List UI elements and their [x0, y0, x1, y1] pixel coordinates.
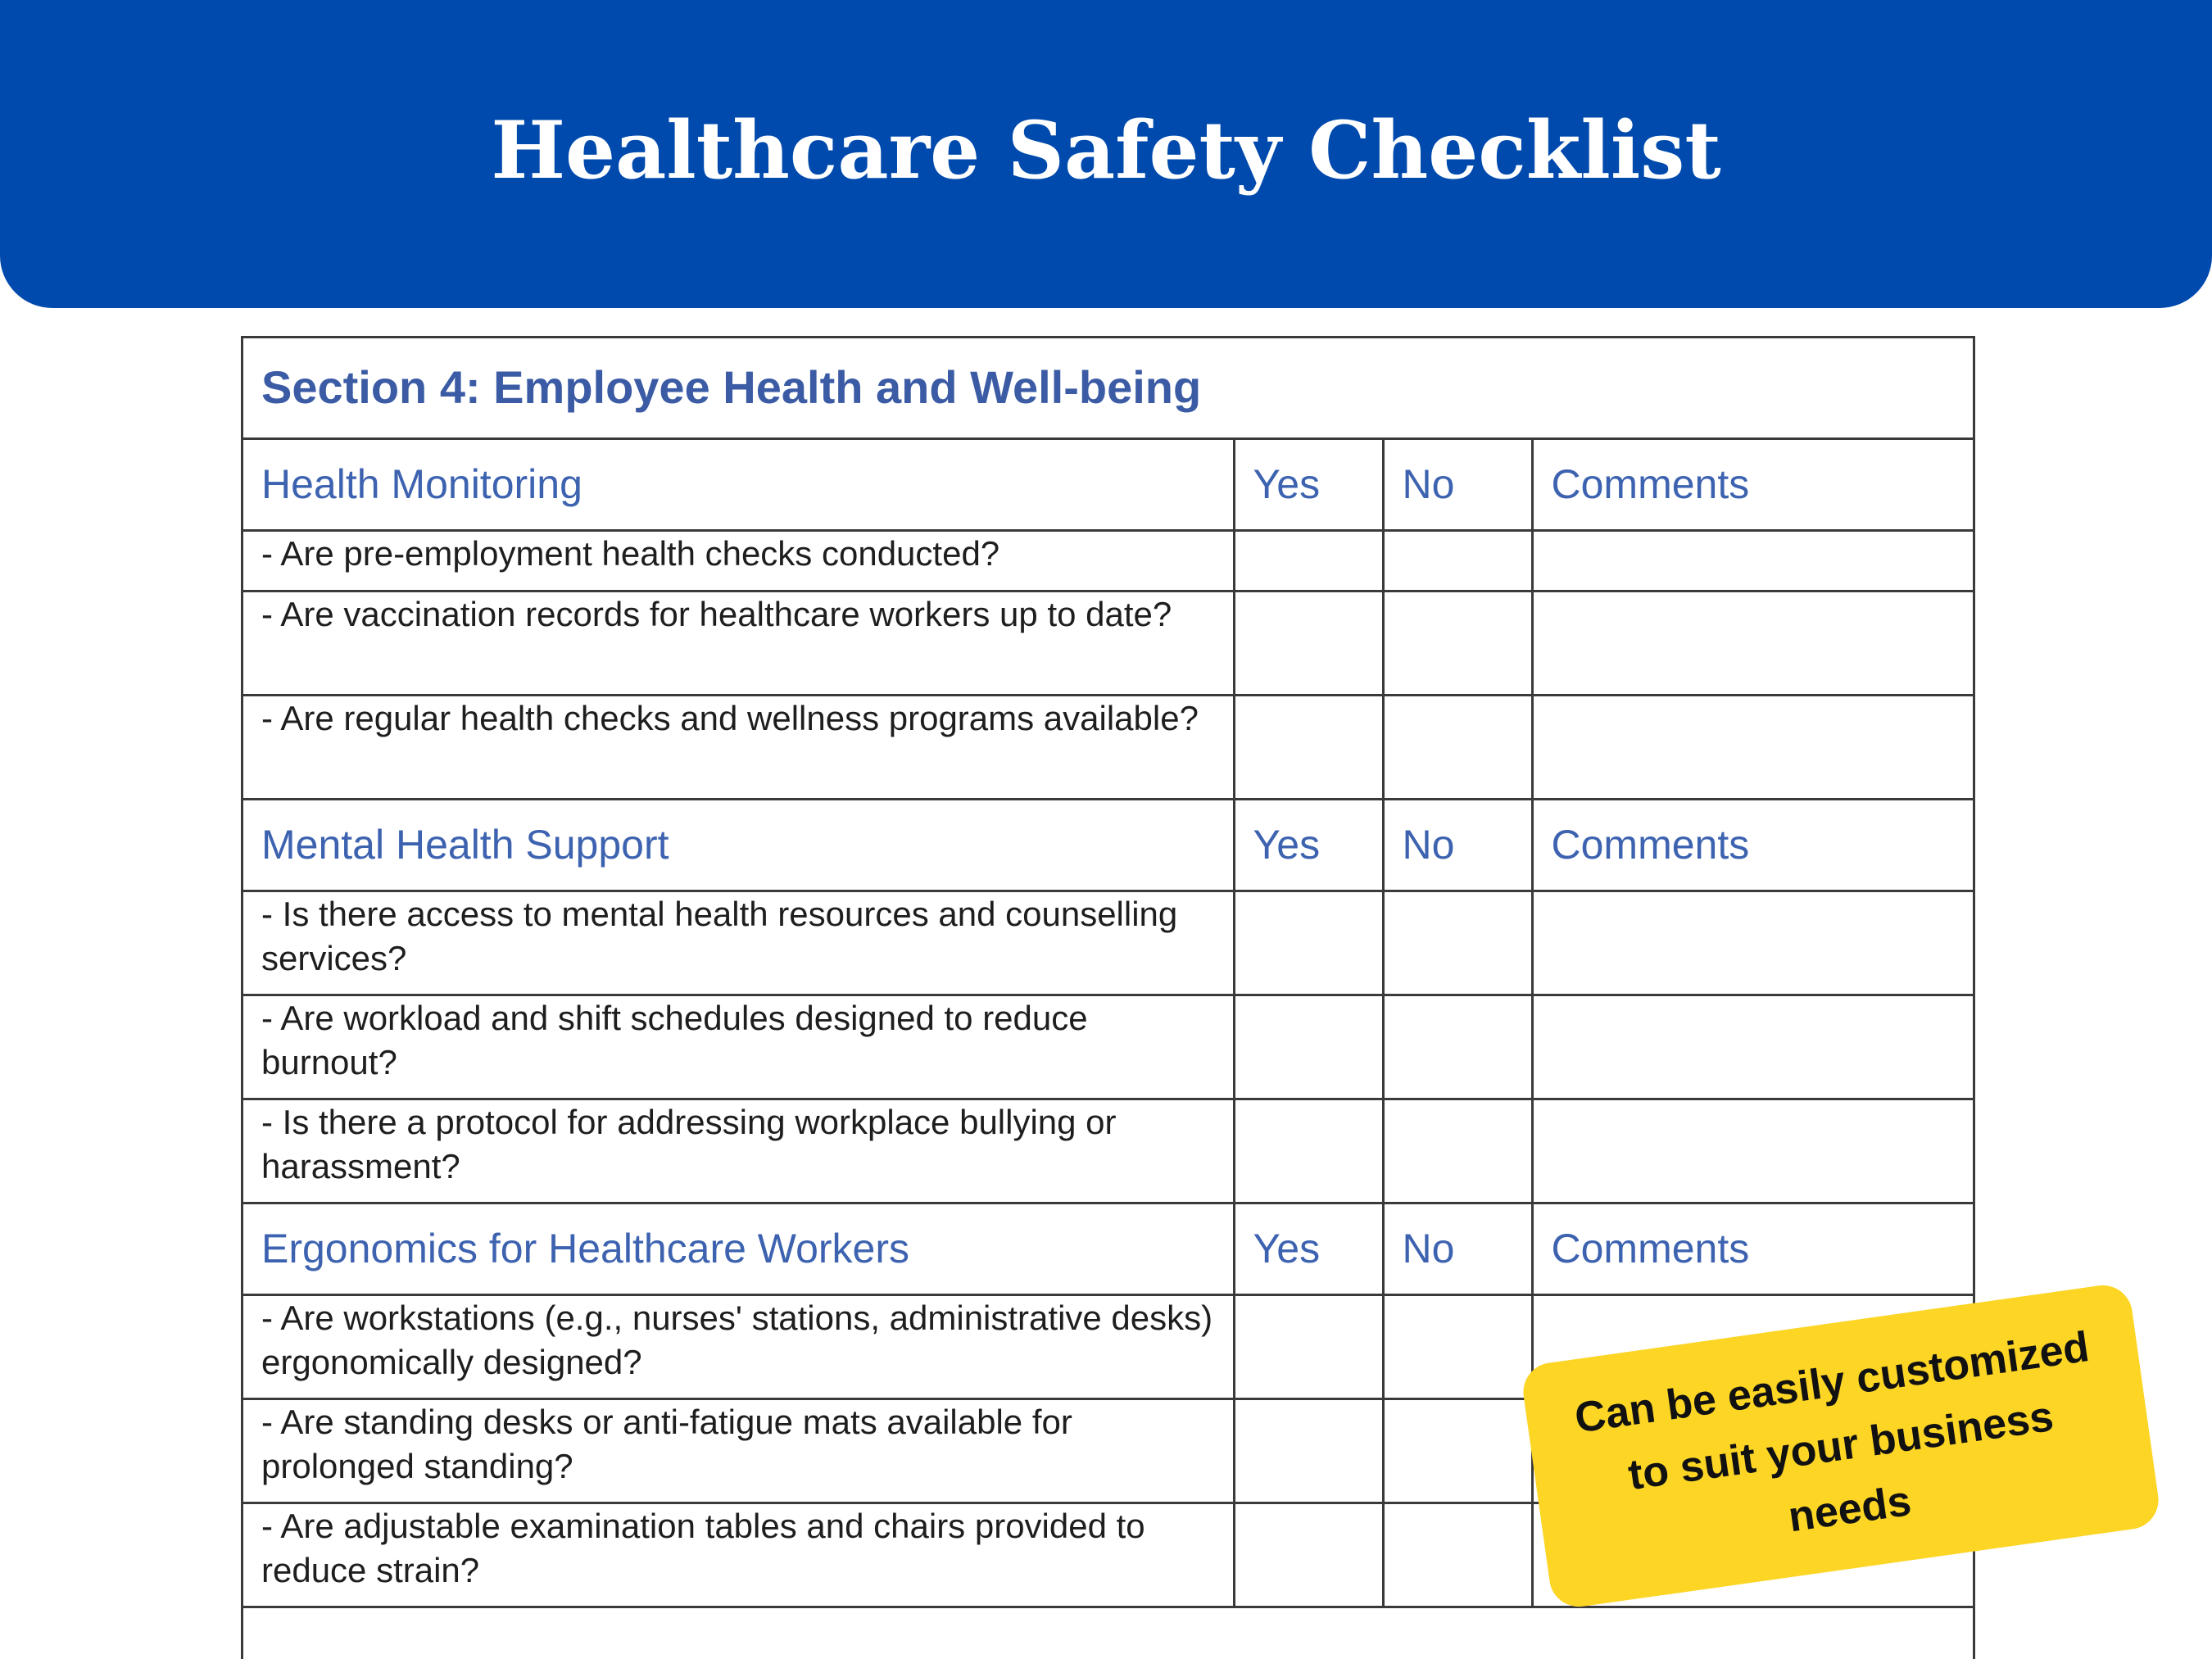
- no-cell[interactable]: [1383, 1398, 1532, 1503]
- question-text: - Are pre-employment health checks conducted?: [243, 530, 1234, 591]
- yes-cell[interactable]: [1234, 591, 1383, 695]
- group-header-row: [243, 1203, 1973, 1294]
- no-cell[interactable]: [1383, 1503, 1532, 1607]
- title-banner: [0, 0, 2212, 308]
- question-row: [243, 695, 1973, 799]
- question-text: - Are vaccination records for healthcare workers up to date?: [243, 591, 1234, 695]
- yes-column-header: Yes: [1234, 799, 1383, 891]
- section-header-cell: [243, 338, 1973, 438]
- yes-cell[interactable]: [1234, 1099, 1383, 1203]
- no-cell[interactable]: [1383, 995, 1532, 1099]
- no-cell[interactable]: [1383, 891, 1532, 995]
- yes-cell[interactable]: [1234, 530, 1383, 591]
- yes-column-header: Yes: [1234, 438, 1383, 530]
- comments-cell[interactable]: [1532, 591, 1973, 695]
- yes-cell[interactable]: [1234, 695, 1383, 799]
- question-text: - Are standing desks or anti-fatigue mats available for prolonged standing?: [243, 1398, 1234, 1503]
- no-cell[interactable]: [1383, 695, 1532, 799]
- group-heading: Mental Health Support: [243, 799, 1234, 891]
- comments-cell[interactable]: [1532, 1099, 1973, 1203]
- yes-cell[interactable]: [1234, 1294, 1383, 1398]
- question-text: - Is there a protocol for addressing workplace bullying or harassment?: [243, 1099, 1234, 1203]
- no-column-header: No: [1383, 438, 1532, 530]
- yes-cell[interactable]: [1234, 891, 1383, 995]
- page-title: Healthcare Safety Checklist: [491, 103, 1721, 197]
- group-heading: Ergonomics for Healthcare Workers: [243, 1203, 1234, 1294]
- yes-column-header: Yes: [1234, 1203, 1383, 1294]
- yes-cell[interactable]: [1234, 995, 1383, 1099]
- comments-column-header: Comments: [1532, 799, 1973, 891]
- question-text: - Are workstations (e.g., nurses' stations, administrative desks) ergonomically designed?: [243, 1294, 1234, 1398]
- sticker-text: Can be easily customized to suit your business needs: [1571, 1323, 2092, 1542]
- question-text: - Are regular health checks and wellness programs available?: [243, 695, 1234, 799]
- comments-column-header: Comments: [1532, 1203, 1973, 1294]
- no-column-header: No: [1383, 1203, 1532, 1294]
- no-cell[interactable]: [1383, 1099, 1532, 1203]
- group-heading: Health Monitoring: [243, 438, 1234, 530]
- yes-cell[interactable]: [1234, 1398, 1383, 1503]
- question-text: - Is there access to mental health resources and counselling services?: [243, 891, 1234, 995]
- question-text: - Are workload and shift schedules designed to reduce burnout?: [243, 995, 1234, 1099]
- no-cell[interactable]: [1383, 1294, 1532, 1398]
- comments-column-header: Comments: [1532, 438, 1973, 530]
- question-row: [243, 530, 1973, 591]
- question-row: [243, 995, 1973, 1099]
- section-title: Section 4: Employee Health and Well-being: [261, 361, 1202, 414]
- question-row: [243, 1099, 1973, 1203]
- comments-cell[interactable]: [1532, 695, 1973, 799]
- comments-cell[interactable]: [1532, 530, 1973, 591]
- group-header-row: [243, 799, 1973, 891]
- comments-cell[interactable]: [1532, 891, 1973, 995]
- comments-cell[interactable]: [1532, 995, 1973, 1099]
- question-row: [243, 591, 1973, 695]
- yes-cell[interactable]: [1234, 1503, 1383, 1607]
- question-text: - Are adjustable examination tables and chairs provided to reduce strain?: [243, 1503, 1234, 1607]
- group-header-row: [243, 438, 1973, 530]
- section-header-row: [243, 338, 1973, 438]
- no-column-header: No: [1383, 799, 1532, 891]
- no-cell[interactable]: [1383, 591, 1532, 695]
- question-row: [243, 891, 1973, 995]
- no-cell[interactable]: [1383, 530, 1532, 591]
